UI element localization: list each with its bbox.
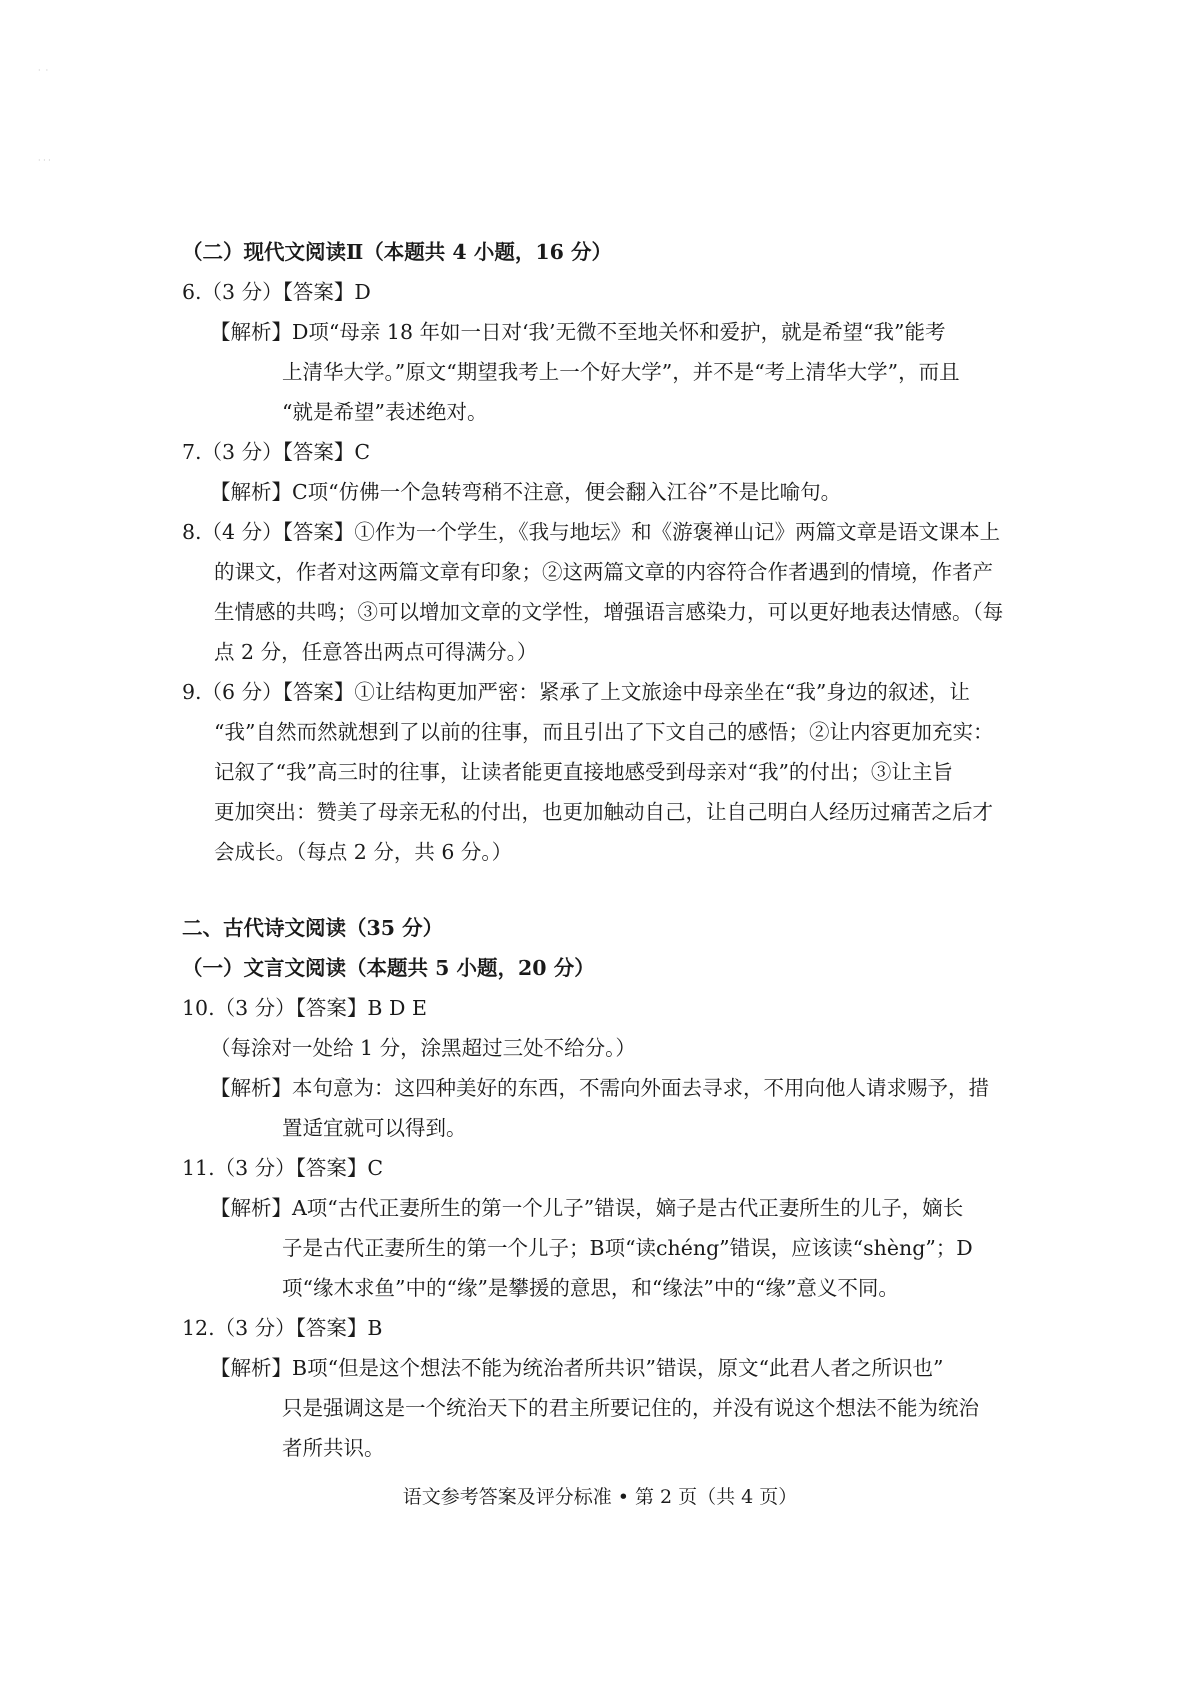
question-11-analysis-line: 项“缘木求鱼”中的“缘”是攀援的意思，和“缘法”中的“缘”意义不同。	[282, 1276, 899, 1300]
question-9-answer-line: 会成长。（每点 2 分，共 6 分。）	[214, 840, 513, 864]
question-8-answer-line: 的课文，作者对这两篇文章有印象；②这两篇文章的内容符合作者遇到的情境，作者产	[214, 560, 993, 584]
question-6-analysis-line: 【解析】D项“母亲 18 年如一日对‘我’无微不至地关怀和爱护，就是希望“我”能考	[210, 320, 946, 344]
question-10-analysis-line: 置适宜就可以得到。	[282, 1116, 467, 1140]
question-6-answer: 6.（3 分）【答案】D	[182, 280, 371, 304]
question-9-answer-line: “我”自然而然就想到了以前的往事，而且引出了下文自己的感悟；②让内容更加充实：	[214, 720, 994, 744]
question-11-analysis-line: 【解析】A项“古代正妻所生的第一个儿子”错误，嫡子是古代正妻所生的儿子，嫡长	[210, 1196, 964, 1220]
question-12	[182, 1308, 1022, 1468]
question-7-analysis-line: 【解析】C项“仿佛一个急转弯稍不注意，便会翻入江谷”不是比喻句。	[210, 480, 842, 504]
question-10	[182, 988, 1022, 1148]
question-7-answer: 7.（3 分）【答案】C	[182, 440, 371, 464]
page-content	[182, 232, 1022, 1468]
question-8-answer-line: 点 2 分，任意答出两点可得满分。）	[214, 640, 538, 664]
question-10-analysis-line: 【解析】本句意为：这四种美好的东西，不需向外面去寻求，不用向他人请求赐予，措	[210, 1076, 989, 1100]
section-heading-modern-reading: （二）现代文阅读Ⅱ（本题共 4 小题，16 分）	[182, 240, 612, 264]
question-9-answer-line: 更加突出：赞美了母亲无私的付出，也更加触动自己，让自己明白人经历过痛苦之后才	[214, 800, 993, 824]
question-7	[182, 432, 1022, 512]
scan-specks: · · · · ·	[38, 66, 51, 165]
question-9-answer-line: 记叙了“我”高三时的往事，让读者能更直接地感受到母亲对“我”的付出；③让主旨	[214, 760, 953, 784]
question-8	[182, 512, 1022, 672]
question-9	[182, 672, 1022, 872]
question-12-analysis-line: 者所共识。	[282, 1436, 385, 1460]
question-10-answer: 10.（3 分）【答案】B D E	[182, 996, 427, 1020]
question-11	[182, 1148, 1022, 1308]
question-12-answer: 12.（3 分）【答案】B	[182, 1316, 383, 1340]
subsection-heading-classical-prose: （一）文言文阅读（本题共 5 小题，20 分）	[182, 956, 595, 980]
question-12-analysis-line: 【解析】B项“但是这个想法不能为统治者所共识”错误，原文“此君人者之所识也”	[210, 1356, 944, 1380]
question-6-analysis-line: 上清华大学。”原文“期望我考上一个好大学”，并不是“考上清华大学”，而且	[282, 360, 960, 384]
question-11-answer: 11.（3 分）【答案】C	[182, 1156, 384, 1180]
question-8-answer-line: 生情感的共鸣；③可以增加文章的文学性，增强语言感染力，可以更好地表达情感。（每	[214, 600, 1004, 624]
question-10-scoring-note: （每涂对一处给 1 分，涂黑超过三处不给分。）	[210, 1036, 636, 1060]
question-6-analysis-line: “就是希望”表述绝对。	[282, 400, 488, 424]
question-11-analysis-line: 子是古代正妻所生的第一个儿子；B项“读chéng”错误，应该读“shèng”；D	[282, 1236, 973, 1260]
question-9-answer-line: 9.（6 分）【答案】①让结构更加严密：紧承了上文旅途中母亲坐在“我”身边的叙述，让	[182, 680, 970, 704]
question-12-analysis-line: 只是强调这是一个统治天下的君主所要记住的，并没有说这个想法不能为统治	[282, 1396, 979, 1420]
question-6	[182, 272, 1022, 432]
section-spacer	[182, 872, 1022, 908]
section-heading-classical: 二、古代诗文阅读（35 分）	[182, 916, 444, 940]
question-8-answer-line: 8.（4 分）【答案】①作为一个学生，《我与地坛》和《游褒禅山记》两篇文章是语文课本上	[182, 520, 1001, 544]
page-footer: 语文参考答案及评分标准 • 第 2 页（共 4 页）	[402, 1486, 798, 1508]
